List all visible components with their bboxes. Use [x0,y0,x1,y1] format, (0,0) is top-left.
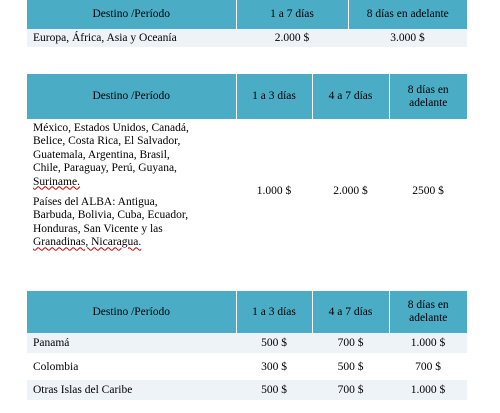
price-cell: 300 $ [261,360,287,373]
price-cell: 2.000 $ [333,185,368,197]
price-cell: 1.000 $ [389,380,467,400]
destino-cell: Europa, África, Asia y Oceanía [27,29,236,47]
price-cell: 1.000 $ [389,333,467,353]
price-cell: 500 $ [236,380,312,400]
destino-cell: Colombia [33,360,79,373]
table-row [27,353,467,380]
price-cell: 500 $ [337,360,364,373]
table-row [27,119,467,263]
price-cell: 500 $ [236,333,312,353]
header-8-dias-adelante: 8 días en adelante [348,0,467,29]
header-8-dias-adelante: 8 días en adelante [389,74,467,119]
tariff-table-3 [27,291,467,400]
country-group-americas: México, Estados Unidos, Canadá, Belice, Costa Rica, El Salvador, Guatemala, Argentina, Brasil, Chile, Paraguay, Perú, Guyana, Suriname. [33,122,189,188]
header-8-dias-adelante: 8 días en adelante [389,291,467,333]
destino-cell: Panamá [27,333,236,353]
table-row [27,333,467,353]
country-group-alba: Países del ALBA: Antigua, Barbuda, Bolivia, Cuba, Ecuador, Honduras, San Vicente y las Granadinas, Nicaragua. [33,196,189,249]
price-cell: 700 $ [415,360,441,373]
destino-cell [27,119,236,263]
header-destino: Destino /Período [27,0,236,29]
header-4-a-7-dias: 4 a 7 días [312,291,389,333]
price-cell: 3.000 $ [348,29,467,47]
price-cell: 1.000 $ [256,185,292,197]
table-row [27,29,467,47]
header-destino: Destino /Período [27,74,236,119]
price-cell: 2.000 $ [236,29,348,47]
header-destino: Destino /Período [27,291,236,333]
price-cell: 2500 $ [412,185,444,197]
tariff-table-1 [27,0,467,47]
table-header-row [27,0,467,29]
header-1-a-3-dias: 1 a 3 días [236,74,312,119]
destino-cell: Otras Islas del Caribe [27,380,236,400]
tariff-table-2 [27,74,467,263]
table-header-row [27,74,467,119]
table-header-row [27,291,467,333]
header-4-a-7-dias: 4 a 7 días [312,74,389,119]
price-cell: 700 $ [312,380,389,400]
header-1-a-3-dias: 1 a 3 días [236,291,312,333]
price-cell: 700 $ [312,333,389,353]
table-row [27,380,467,400]
header-1-a-7-dias: 1 a 7 días [236,0,348,29]
